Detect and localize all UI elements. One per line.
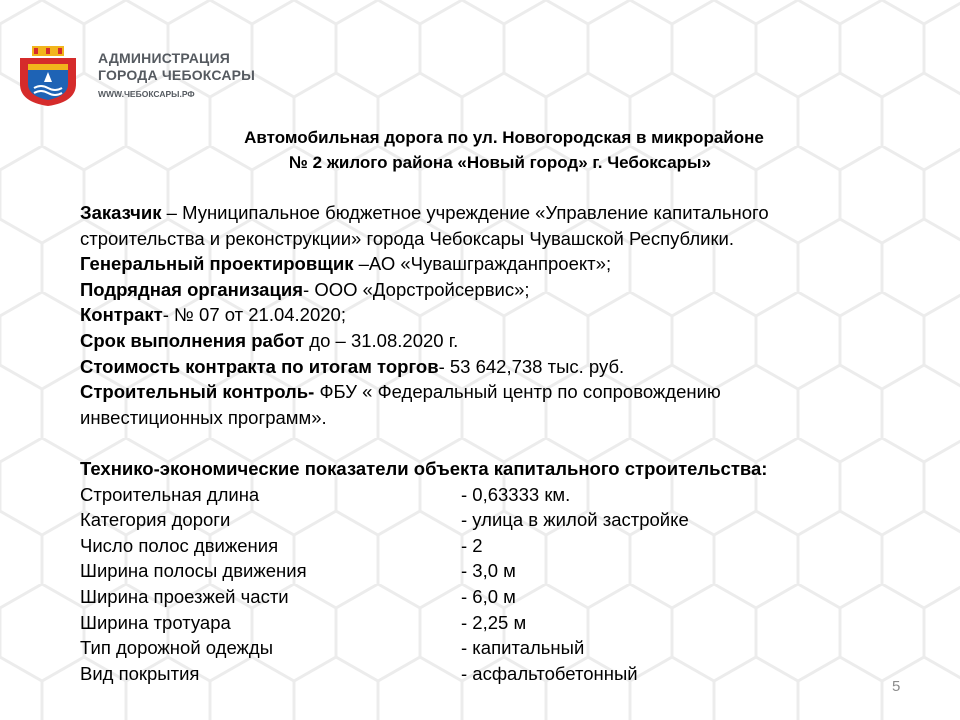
cost-text: - 53 642,738 тыс. руб. <box>438 355 625 377</box>
contractor-text: - ООО «Дорстройсервис»; <box>303 278 530 300</box>
parameter-row <box>80 661 880 687</box>
parameter-value: - капитальный <box>461 637 585 659</box>
cost-line <box>80 354 880 380</box>
parameter-row <box>80 507 880 533</box>
organization-name-line1: АДМИНИСТРАЦИЯ <box>98 50 230 66</box>
parameter-row <box>80 610 880 636</box>
deadline-text: до – 31.08.2020 г. <box>304 329 459 351</box>
designer-label: Генеральный проектировщик <box>80 253 354 275</box>
control-text: ФБУ « Федеральный центр по сопровождению <box>314 381 721 403</box>
parameter-value: - улица в жилой застройке <box>461 509 689 531</box>
control-label: Строительный контроль- <box>80 381 315 403</box>
customer-label: Заказчик <box>80 202 162 223</box>
customer-line <box>80 200 880 226</box>
parameter-row <box>80 584 880 610</box>
parameter-value: - 2 <box>461 534 483 556</box>
organization-website: WWW.ЧЕБОКСАРЫ.РФ <box>98 89 195 99</box>
parameters-title: Технико-экономические показатели объекта капитального строительства: <box>80 457 768 479</box>
parameter-value: - 3,0 м <box>461 560 516 582</box>
parameter-name: Категория дороги <box>80 509 231 531</box>
contract-text: - № 07 от 21.04.2020; <box>162 304 346 326</box>
page-number: 5 <box>892 678 901 695</box>
parameter-row <box>80 533 880 559</box>
parameter-name: Ширина тротуара <box>80 611 231 633</box>
control-line-2: инвестиционных программ». <box>80 406 327 428</box>
organization-name-line2: ГОРОДА ЧЕБОКСАРЫ <box>98 67 256 83</box>
parameter-name: Ширина проезжей части <box>80 585 289 607</box>
spacer <box>80 430 880 456</box>
customer-text: – Муниципальное бюджетное учреждение «Управление капитального <box>161 202 769 223</box>
parameters-table <box>80 482 880 687</box>
deadline-label: Срок выполнения работ <box>80 329 305 351</box>
page-title-line1: Автомобильная дорога по ул. Новогородская в микрорайоне <box>244 128 764 147</box>
customer-line-2: строительства и реконструкции» города Чебоксары Чувашской Республики. <box>80 227 735 249</box>
project-info <box>80 200 880 686</box>
contract-label: Контракт <box>80 304 163 326</box>
parameter-row <box>80 635 880 661</box>
cost-label: Стоимость контракта по итогам торгов <box>80 355 439 377</box>
parameter-name: Строительная длина <box>80 483 260 505</box>
parameter-name: Тип дорожной одежды <box>80 637 274 659</box>
contractor-line <box>80 277 880 303</box>
designer-text: –АО «Чувашгражданпроект»; <box>353 253 612 275</box>
parameter-name: Число полос движения <box>80 534 279 556</box>
page-title-line2: № 2 жилого района «Новый город» г. Чебоксары» <box>288 153 712 172</box>
parameter-row <box>80 558 880 584</box>
parameter-value: - 0,63333 км. <box>461 483 571 505</box>
page-title <box>0 125 960 175</box>
parameter-row <box>80 482 880 508</box>
city-coat-of-arms-icon <box>16 44 80 108</box>
parameter-value: - асфальтобетонный <box>461 662 638 684</box>
deadline-line <box>80 328 880 354</box>
contract-line <box>80 302 880 328</box>
parameter-name: Ширина полосы движения <box>80 560 307 582</box>
designer-line <box>80 251 880 277</box>
control-line <box>80 379 880 405</box>
parameter-value: - 6,0 м <box>461 585 516 607</box>
parameter-name: Вид покрытия <box>80 662 200 684</box>
contractor-label: Подрядная организация <box>80 278 304 300</box>
parameter-value: - 2,25 м <box>461 611 527 633</box>
organization-name <box>98 50 255 84</box>
